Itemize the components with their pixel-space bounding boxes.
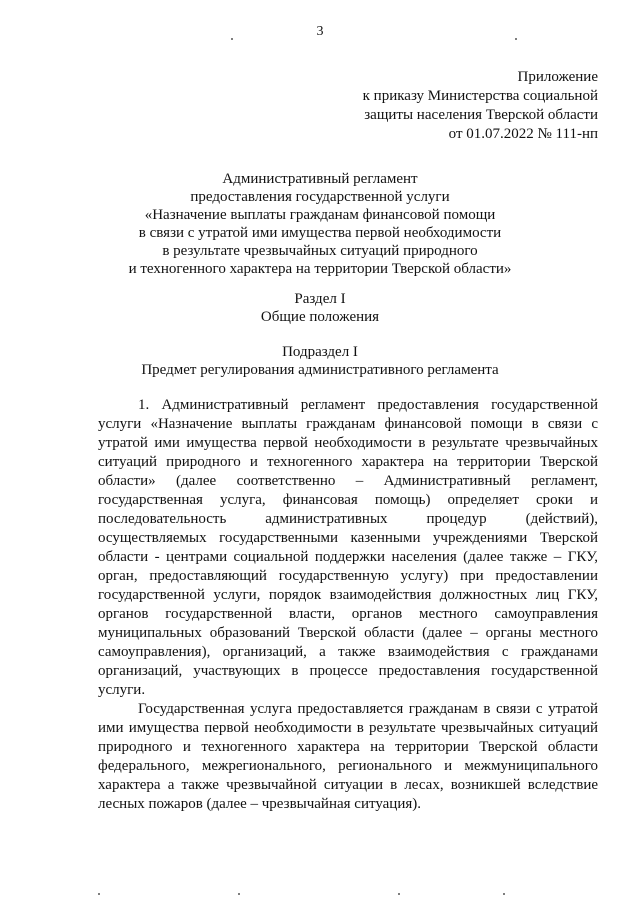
title-line: и техногенного характера на территории Тверской области» xyxy=(128,261,512,277)
page-number: 3 xyxy=(316,24,324,39)
scan-speck xyxy=(398,893,400,895)
scan-speck xyxy=(98,893,100,895)
appendix-line: к приказу Министерства социальной xyxy=(362,88,598,104)
document-title xyxy=(0,170,640,278)
title-line: предоставления государственной услуги xyxy=(190,189,450,205)
section-number: Раздел I xyxy=(294,291,346,307)
subsection-heading xyxy=(0,343,640,379)
paragraph: Государственная услуга предоставляется гражданам в связи с утратой ими имущества первой необходимости в результате чрезвычайных ситуаций природного и техногенного характера на территории Тверской области федерального, межрегионального, регионального и межмуниципального характера а также чрезвычайной ситуации в лесах, возникшей вследствие лесных пожаров (далее – чрезвычайная ситуация). xyxy=(98,701,598,812)
paragraph: 1. Административный регламент предоставления государственной услуги «Назначение выплаты гражданам финансовой помощи в связи с утратой ими имущества первой необходимости в результате чрезвычайных ситуаций природного и техногенного характера на территории Тверской области» (далее соответственно – Административный регламент, государственная услуга, финансовая помощь) определяет сроки и последовательность административных процедур (действий), осуществляемых государственными казенными учреждениями Тверской области - центрами социальной поддержки населения (далее также – ГКУ, орган, предоставляющий государственную услугу) при предоставлении государственной услуги, порядок взаимодействия должностных лиц ГКУ, органов государственной власти, органов местного самоуправления муниципальных образований Тверской области (далее – органы местного самоуправления), организаций, а также взаимодействия с гражданами организаций, участвующих в процессе предоставления государственной услуги. xyxy=(98,397,598,698)
title-line: в связи с утратой ими имущества первой необходимости xyxy=(138,225,502,241)
section-name: Общие положения xyxy=(260,309,380,325)
scan-speck xyxy=(503,893,505,895)
appendix-line: защиты населения Тверской области xyxy=(364,107,598,123)
appendix-line: от 01.07.2022 № 111-нп xyxy=(448,126,598,142)
title-line: в результате чрезвычайных ситуаций природного xyxy=(162,243,478,259)
body-text xyxy=(98,396,598,814)
appendix-line: Приложение xyxy=(517,69,598,85)
scan-speck xyxy=(231,38,233,40)
title-line: «Назначение выплаты гражданам финансовой помощи xyxy=(144,207,496,223)
scan-speck xyxy=(238,893,240,895)
section-heading xyxy=(0,290,640,326)
appendix-header xyxy=(363,68,598,144)
scan-speck xyxy=(515,38,517,40)
title-line: Административный регламент xyxy=(222,171,418,187)
subsection-number: Подраздел I xyxy=(282,344,358,360)
subsection-name: Предмет регулирования административного регламента xyxy=(141,362,499,378)
